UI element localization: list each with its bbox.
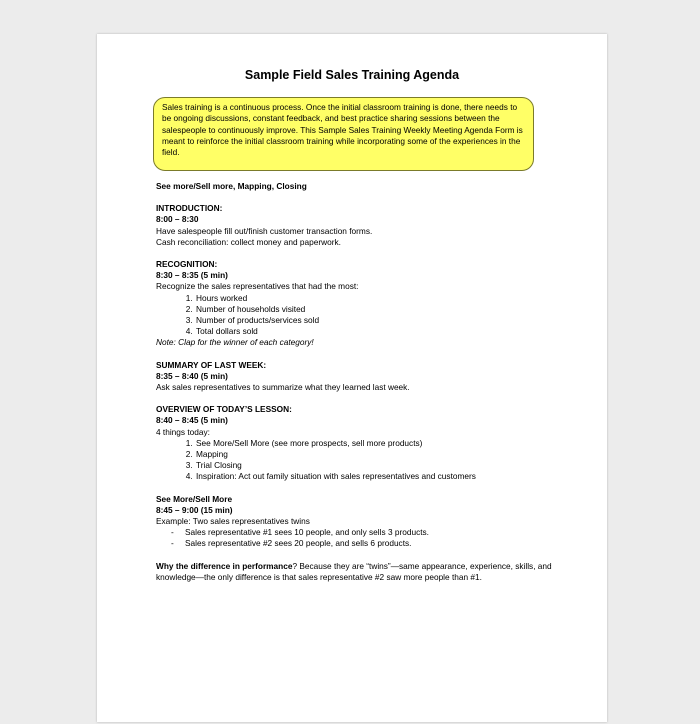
summary-heading: SUMMARY OF LAST WEEK: bbox=[156, 359, 267, 370]
introduction-line: Cash reconciliation: collect money and paperwork. bbox=[156, 236, 341, 247]
list-item: 2. Mapping bbox=[195, 449, 556, 460]
summary-time: 8:35 – 8:40 (5 min) bbox=[156, 370, 228, 381]
introduction-heading: INTRODUCTION: bbox=[156, 203, 223, 214]
document-page bbox=[97, 34, 607, 722]
overview-heading: OVERVIEW OF TODAY’S LESSON: bbox=[156, 404, 292, 415]
seemore-list bbox=[156, 527, 556, 549]
conclusion-paragraph bbox=[156, 561, 556, 583]
recognition-note: Note: Clap for the winner of each category! bbox=[156, 337, 314, 348]
conclusion-answer: ? Because they are “twins”—same appearance, experience, skills, and knowledge—the only difference is that sales representative #2 saw more people than #1. bbox=[156, 560, 552, 582]
seemore-heading: See More/Sell More bbox=[156, 493, 233, 504]
list-item: 1. Hours worked bbox=[195, 293, 556, 304]
seemore-lead: Example: Two sales representatives twins bbox=[156, 516, 310, 527]
list-item: 4. Inspiration: Act out family situation with sales representatives and customers bbox=[195, 471, 556, 482]
document-title: Sample Field Sales Training Agenda bbox=[244, 68, 460, 82]
conclusion-question: Why the difference in performance bbox=[156, 560, 293, 571]
list-item: 1. See More/Sell More (see more prospects, sell more products) bbox=[195, 438, 556, 449]
topics-line: See more/Sell more, Mapping, Closing bbox=[156, 181, 307, 191]
introduction-line: Have salespeople fill out/finish customer transaction forms. bbox=[156, 225, 373, 236]
list-item: - Sales representative #1 sees 10 people, and only sells 3 products. bbox=[156, 527, 556, 538]
seemore-time: 8:45 – 9:00 (15 min) bbox=[156, 504, 233, 515]
document-body bbox=[156, 181, 556, 583]
list-item: 3. Trial Closing bbox=[195, 460, 556, 471]
list-item: 4. Total dollars sold bbox=[195, 326, 556, 337]
overview-list bbox=[156, 438, 556, 483]
introduction-time: 8:00 – 8:30 bbox=[156, 214, 199, 225]
list-item: - Sales representative #2 sees 20 people, and sells 6 products. bbox=[156, 538, 556, 549]
list-item: 3. Number of products/services sold bbox=[195, 315, 556, 326]
recognition-heading: RECOGNITION: bbox=[156, 259, 218, 270]
intro-callout: Sales training is a continuous process. Once the initial classroom training is done, there needs to be ongoing discussions, constant feedback, and best practice sharing sessions between the salespeople to continuously improve. This Sample Sales Training Weekly Meeting Agenda Form is meant to reinforce the initial classroom training while incorporating some of the experiences in the field. bbox=[153, 97, 534, 171]
summary-line: Ask sales representatives to summarize what they learned last week. bbox=[156, 382, 410, 393]
list-item: 2. Number of households visited bbox=[195, 304, 556, 315]
recognition-lead: Recognize the sales representatives that had the most: bbox=[156, 281, 359, 292]
recognition-list bbox=[156, 293, 556, 338]
overview-lead: 4 things today: bbox=[156, 426, 210, 437]
overview-time: 8:40 – 8:45 (5 min) bbox=[156, 415, 228, 426]
recognition-time: 8:30 – 8:35 (5 min) bbox=[156, 270, 228, 281]
